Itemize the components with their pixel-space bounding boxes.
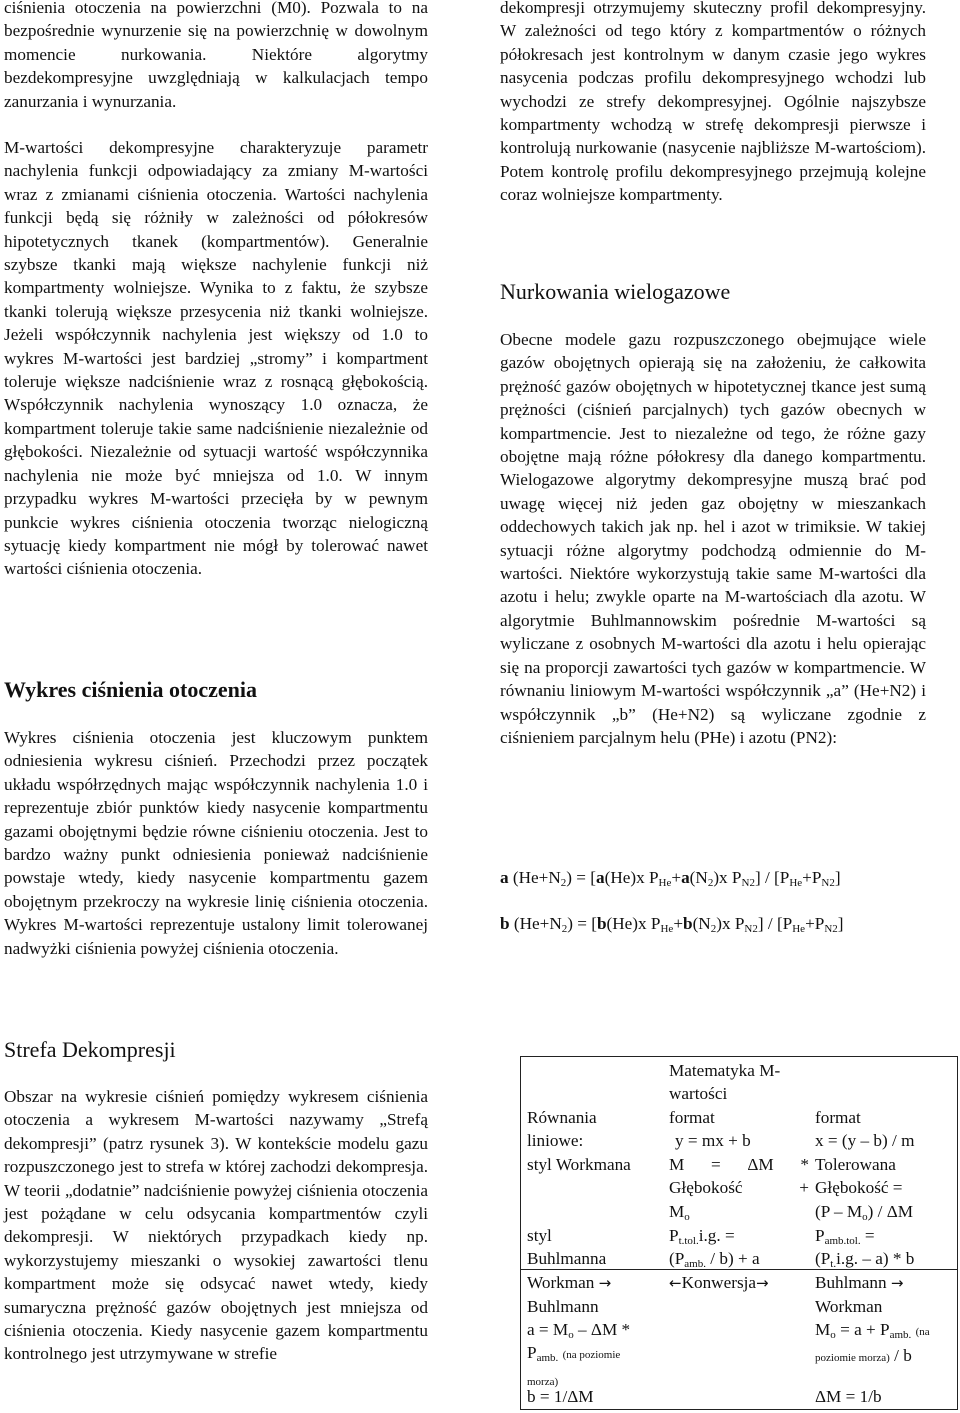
m-value-conversion-table <box>520 1056 958 1410</box>
table-buhlmann-formula: $P_{t.tol.}i.g$. = $(P_{amb.} / b) + a$ <box>669 1226 760 1271</box>
table-conv-buhlmann-to-workman: Buhlmann → Workman <box>815 1273 904 1317</box>
table-format-label-2: format <box>815 1108 861 1127</box>
table-conv-mo-formula: $M_o = a + P_{amb.}$ (na poziomie morza) / b <box>815 1320 930 1366</box>
formula-a-coefficient: a $(He+N_2) = [a(He)x$ $P_{He}+a(N_2)x$ $P_{N2}] / [P_{He}+P_{N2}]$ <box>500 868 841 889</box>
table-workman-tolerated: Tolerowana Głębokość = $(P - M_o)$ / ΔM <box>815 1155 914 1223</box>
table-linear-eq-x: x = (y – b) / m <box>815 1131 915 1150</box>
paragraph-ambient-pressure: Wykres ciśnienia otoczenia jest kluczowym punktem odniesienia wykresu ciśnień. Przechodzi przez początek układu współrzędnych mając współczynnik nachylenia 1.0 i reprezentuje zbiór punktów kiedy nasycenie kompartmentu gazami obojętnymi będzie równe ciśnieniu otoczenia. Jest to bardzo ważny punkt odniesienia ponieważ nadciśnienie powstaje wtedy, kiedy nasycenie kompartmentu gazem obojętnym przekroczy na wykresie linię ciśnienia otoczenia. Wykres M-wartości reprezentuje ustalony limit tolerowanej nadwyżki ciśnienia powyżej ciśnienia otoczenia. <box>4 728 428 958</box>
paragraph-m0-intro: ciśnienia otoczenia na powierzchni (M0). Pozwala to na bezpośrednie wynurzenie się na powierzchnię w dowolnym momencie nurkowania. Niektóre algorytmy bezdekompresyjne uwzględniają w kalkulacjach tempo zanurzania i wynurzania. <box>4 0 428 111</box>
table-conv-b-formula: b = 1/ΔM <box>527 1387 594 1406</box>
paragraph-decompression-zone: Obszar na wykresie ciśnień pomiędzy wykresem ciśnienia otoczenia a wykresem M-wartości nazywamy „Strefą dekompresji” (patrz rysunek 3). W kontekście modelu gazu rozpuszczonego jest to strefa w której zachodzi dekompresja. W teorii „dodatnie” nadciśnienie powyżej ciśnienia otoczenia jest pożądane w celu odsycania kompartmentów czyli dekompresji. W niektórych przypadkach kiedy np. wykorzystujemy mieszanki o wysokiej zawartości tlenu kompartment może się odsycać nawet wtedy, kiedy sumaryczna prężność gazów obojętnych jest mniejsza od ciśnienia otoczenia. Kiedy nasycenie gazem kompartmentu kontrolnego jest utrzymywane w strefie <box>4 1087 428 1364</box>
table-conv-a-formula: $a = M_o - \Delta M$ * $P_{amb.}$ (na poziomie morza) <box>527 1320 631 1388</box>
table-header-math: Matematyka M-wartości <box>669 1061 781 1104</box>
table-label-buhlmann: styl Buhlmanna <box>527 1226 607 1269</box>
paragraph-multigas: Obecne modele gazu rozpuszczonego obejmujące wiele gazów obojętnych opierają się na założeniu, że całkowita prężność gazów obojętnych w hipotetycznej tkance jest sumą prężności (ciśnień parcjalnych) tych gazów obecnych w kompartmencie. Jest to niezależne od tego, że różne gazy obojętne mają różne półokresy dla danego kompartmentu. Wielogazowe algorytmy dekompresyjne muszą brać pod uwagę więcej niż jeden gaz obojętny w mieszankach oddechowych takich jak np. hel i azot w trimiksie. W takiej sytuacji różne algorytmy podchodzą odmiennie do M-wartości. Niektóre wykorzystują takie same M-wartości dla azotu i helu; zwykle oparte na M-wartościach dla azotu. W algorytmie Buhlmannowskim pośrednie M-wartości są wyliczane z osobnych M-wartości dla azotu i helu opierając się na proporcji zawartości tych gazów w kompartmencie. W równaniu liniowym M-wartości współczynnik „a” (He+N2) i współczynnik „b” (He+N2) są wyliczane zgodnie z ciśnieniem parcjalnym helu (PHe) i azotu (PN2): <box>500 330 926 747</box>
table-divider <box>521 1269 957 1270</box>
heading-decompression-zone: Strefa Dekompresji <box>4 1037 176 1062</box>
table-workman-formula: M = ΔM * Głębokość + <box>669 1155 809 1198</box>
table-conv-workman-to-buhlmann: Workman → Buhlmann <box>527 1273 612 1317</box>
table-label-workman: styl Workmana <box>527 1155 631 1174</box>
table-buhlmann-tolerated: $P_{amb.tol.}$ = ($P_{t.}i.g$. – a) * b <box>815 1226 915 1271</box>
table-format-label: format <box>669 1108 715 1127</box>
paragraph-m-values-slope: M-wartości dekompresyjne charakteryzuje parametr nachylenia funkcji odpowiadający za zmiany M-wartości wraz z zmianami ciśnienia otoczenia. Wartości nachylenia funkcji będą się różniły w zależności od półokresów hipotetycznych tkanek (kompartmentów). Generalnie szybsze tkanki mają większe nachylenie funkcji niż kompartmenty wolniejsze. Wynika to z faktu, że szybsze tkanki tolerują większe przesycenia niż tkanki wolniejsze. Jeżeli współczynnik nachylenia jest większy od 1.0 to wykres M-wartości jest bardziej „stromy” i kompartment toleruje większe nadciśnienie wraz z rosnącą głębokością. Współczynnik nachylenia wynoszący 1.0 oznacza, że kompartment toleruje takie same nadciśnienie niezależnie od głębokości. Niezależnie od sytuacji wartość współczynnika nachylenia nie może być mniejsza od 1.0. W innym przypadku wykres M-wartości przecięła by w pewnym punkcie wykres ciśnienia otoczenia tworząc nielogiczną sytuację kiedy kompartment nie mógł by tolerować nawet wartości ciśnienia otoczenia. <box>4 138 428 579</box>
formula-b-coefficient: b $(He+N_2) = [b(He)x$ $P_{He}+b(N_2)x$ $P_{N2}] / [P_{He}+P_{N2}]$ <box>500 914 844 935</box>
arrow-right-icon-2: → <box>756 1274 769 1292</box>
table-conv-delta-m-formula: ΔM = 1/b <box>815 1387 882 1406</box>
arrow-left-icon: ← <box>669 1274 682 1292</box>
table-label-linear-equations: Równania liniowe: <box>527 1108 597 1151</box>
table-linear-eq-y: y = mx + b <box>675 1131 751 1150</box>
table-workman-formula-mo: $M_o$ <box>669 1202 690 1223</box>
arrow-right-icon: → <box>598 1274 612 1292</box>
arrow-right-icon-3: → <box>890 1274 904 1292</box>
heading-multigas-dives: Nurkowania wielogazowe <box>500 279 731 304</box>
paragraph-decompression-profile: dekompresji otrzymujemy skuteczny profil dekompresyjny. W zależności od tego który z kompartmentów o różnych półokresach jest kontrolnym w danym czasie jego wykres nasycenia podczas profilu dekompresyjnego wchodzi lub wychodzi ze strefy dekompresyjnej. Ogólnie najszybsze kompartmenty wchodzą w strefę dekompresji pierwsze i kontrolują nurkowanie (nasycenie najbliższe M-wartościom). Potem kontrolę profilu dekompresyjnego przejmują kolejne coraz wolniejsze kompartmenty. <box>500 0 926 205</box>
table-conversion-title: ←Konwersja→ <box>669 1273 769 1292</box>
heading-ambient-pressure: Wykres ciśnienia otoczenia <box>4 677 257 702</box>
